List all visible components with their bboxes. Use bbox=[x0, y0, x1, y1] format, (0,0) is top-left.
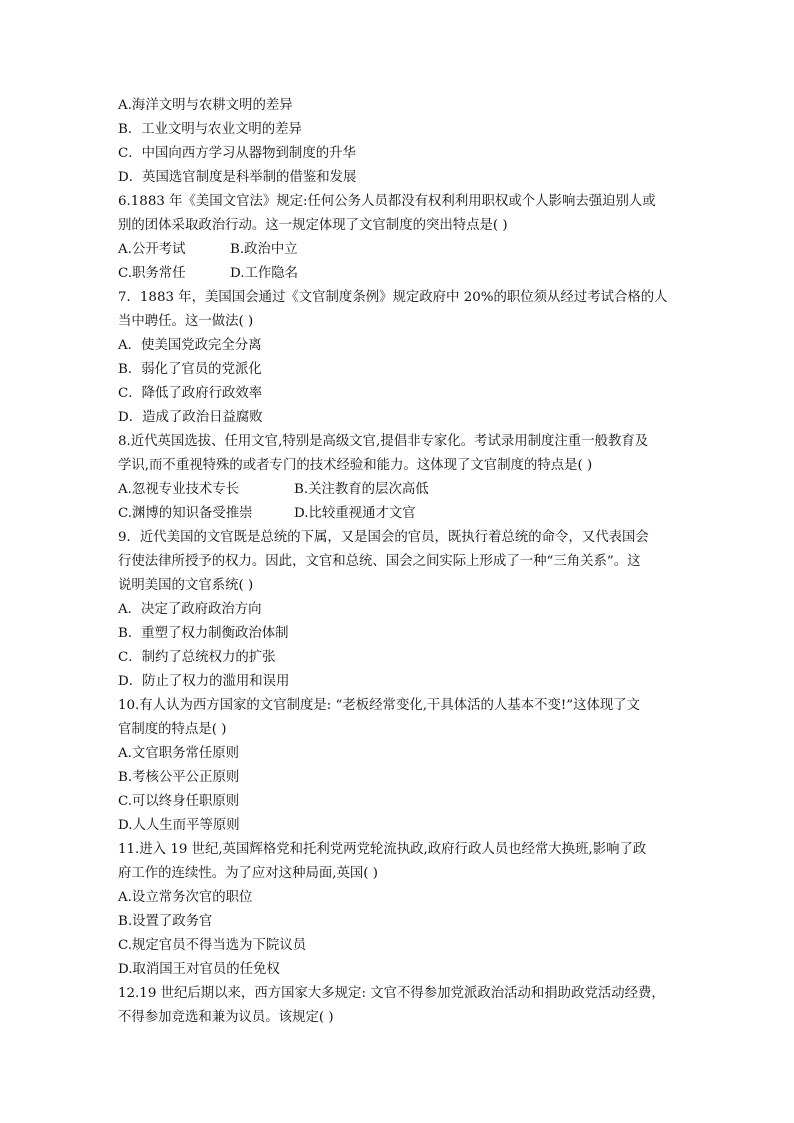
q8-option-b: B.关注教育的层次高低 bbox=[294, 482, 429, 497]
q9-stem-line-1: 9．近代美国的文官既是总统的下属，又是国会的官员，既执行着总统的命令，又代表国会 bbox=[118, 530, 649, 545]
q11-option-a: A.设立常务次官的职位 bbox=[118, 890, 253, 905]
q6-stem-line-2: 别的团体采取政治行动。这一规定体现了文官制度的突出特点是( ) bbox=[118, 218, 508, 233]
q8-option-c: C.渊博的知识备受推崇 bbox=[118, 506, 253, 521]
q11-stem-line-2: 府工作的连续性。为了应对这种局面,英国( ) bbox=[118, 866, 378, 881]
q9-stem-line-3: 说明美国的文官系统( ) bbox=[118, 578, 254, 593]
q8-option-a: A.忽视专业技术专长 bbox=[118, 482, 240, 497]
q5-option-a: A.海洋文明与农耕文明的差异 bbox=[118, 98, 293, 113]
q8-option-d: D.比较重视通才文官 bbox=[294, 506, 416, 521]
q10-stem-line-2: 官制度的特点是( ) bbox=[118, 722, 227, 737]
q7-option-a: A．使美国党政完全分离 bbox=[118, 338, 262, 353]
q7-option-b: B．弱化了官员的党派化 bbox=[118, 362, 262, 377]
q7-stem-line-2: 当中聘任。这一做法( ) bbox=[118, 314, 254, 329]
q9-option-b: B．重塑了权力制衡政治体制 bbox=[118, 626, 289, 641]
q11-option-b: B.设置了政务官 bbox=[118, 914, 213, 929]
q6-options-row-1 bbox=[118, 238, 683, 262]
q11-stem-line-1: 11.进入 19 世纪,英国辉格党和托利党两党轮流执政,政府行政人员也经常大换班,影响了政 bbox=[118, 842, 647, 857]
q11-option-c: C.规定官员不得当选为下院议员 bbox=[118, 938, 307, 953]
q5-option-c: C．中国向西方学习从器物到制度的升华 bbox=[118, 146, 356, 161]
q7-stem-line-1: 7．1883 年，美国国会通过《文官制度条例》规定政府中 20%的职位须从经过考试合格的人 bbox=[118, 290, 668, 305]
q8-stem-line-2: 学识,而不重视特殊的或者专门的技术经验和能力。这体现了文官制度的特点是( ) bbox=[118, 458, 593, 473]
document-body bbox=[118, 94, 683, 1030]
q10-option-d: D.人人生而平等原则 bbox=[118, 818, 240, 833]
q12-stem-line-2: 不得参加竞选和兼为议员。该规定( ) bbox=[118, 1010, 334, 1025]
q10-option-c: C.可以终身任职原则 bbox=[118, 794, 240, 809]
q7-option-c: C．降低了政府行政效率 bbox=[118, 386, 263, 401]
q5-option-b: B．工业文明与农业文明的差异 bbox=[118, 122, 302, 137]
q6-option-d: D.工作隐名 bbox=[230, 266, 299, 281]
q12-stem-line-1: 12.19 世纪后期以来，西方国家大多规定: 文官不得参加党派政治活动和捐助政党活动经费， bbox=[118, 986, 665, 1001]
q6-option-b: B.政治中立 bbox=[230, 242, 298, 257]
q8-stem-line-1: 8.近代英国选拔、任用文官,特别是高级文官,提倡非专家化。考试录用制度注重一般教育及 bbox=[118, 434, 649, 449]
q8-options-row-2 bbox=[118, 502, 683, 526]
q7-option-d: D．造成了政治日益腐败 bbox=[118, 410, 263, 425]
q6-options-row-2 bbox=[118, 262, 683, 286]
q6-stem-line-1: 6.1883 年《美国文官法》规定:任何公务人员都没有权利利用职权或个人影响去强迫别人或 bbox=[118, 194, 656, 209]
q10-option-a: A.文官职务常任原则 bbox=[118, 746, 240, 761]
q5-option-d: D．英国选官制度是科举制的借鉴和发展 bbox=[118, 170, 357, 185]
q9-option-a: A．决定了政府政治方向 bbox=[118, 602, 262, 617]
q10-option-b: B.考核公平公正原则 bbox=[118, 770, 240, 785]
q6-option-a: A.公开考试 bbox=[118, 242, 186, 257]
q9-option-c: C．制约了总统权力的扩张 bbox=[118, 650, 276, 665]
q6-option-c: C.职务常任 bbox=[118, 266, 186, 281]
q8-options-row-1 bbox=[118, 478, 683, 502]
q9-stem-line-2: 行使法律所授予的权力。因此，文官和总统、国会之间实际上形成了一种“三角关系”。这 bbox=[118, 554, 641, 569]
q9-option-d: D．防止了权力的滥用和误用 bbox=[118, 674, 290, 689]
q11-option-d: D.取消国王对官员的任免权 bbox=[118, 962, 280, 977]
q10-stem-line-1: 10.有人认为西方国家的文官制度是: “老板经常变化,干具体活的人基本不变!”这体现了文 bbox=[118, 698, 641, 713]
